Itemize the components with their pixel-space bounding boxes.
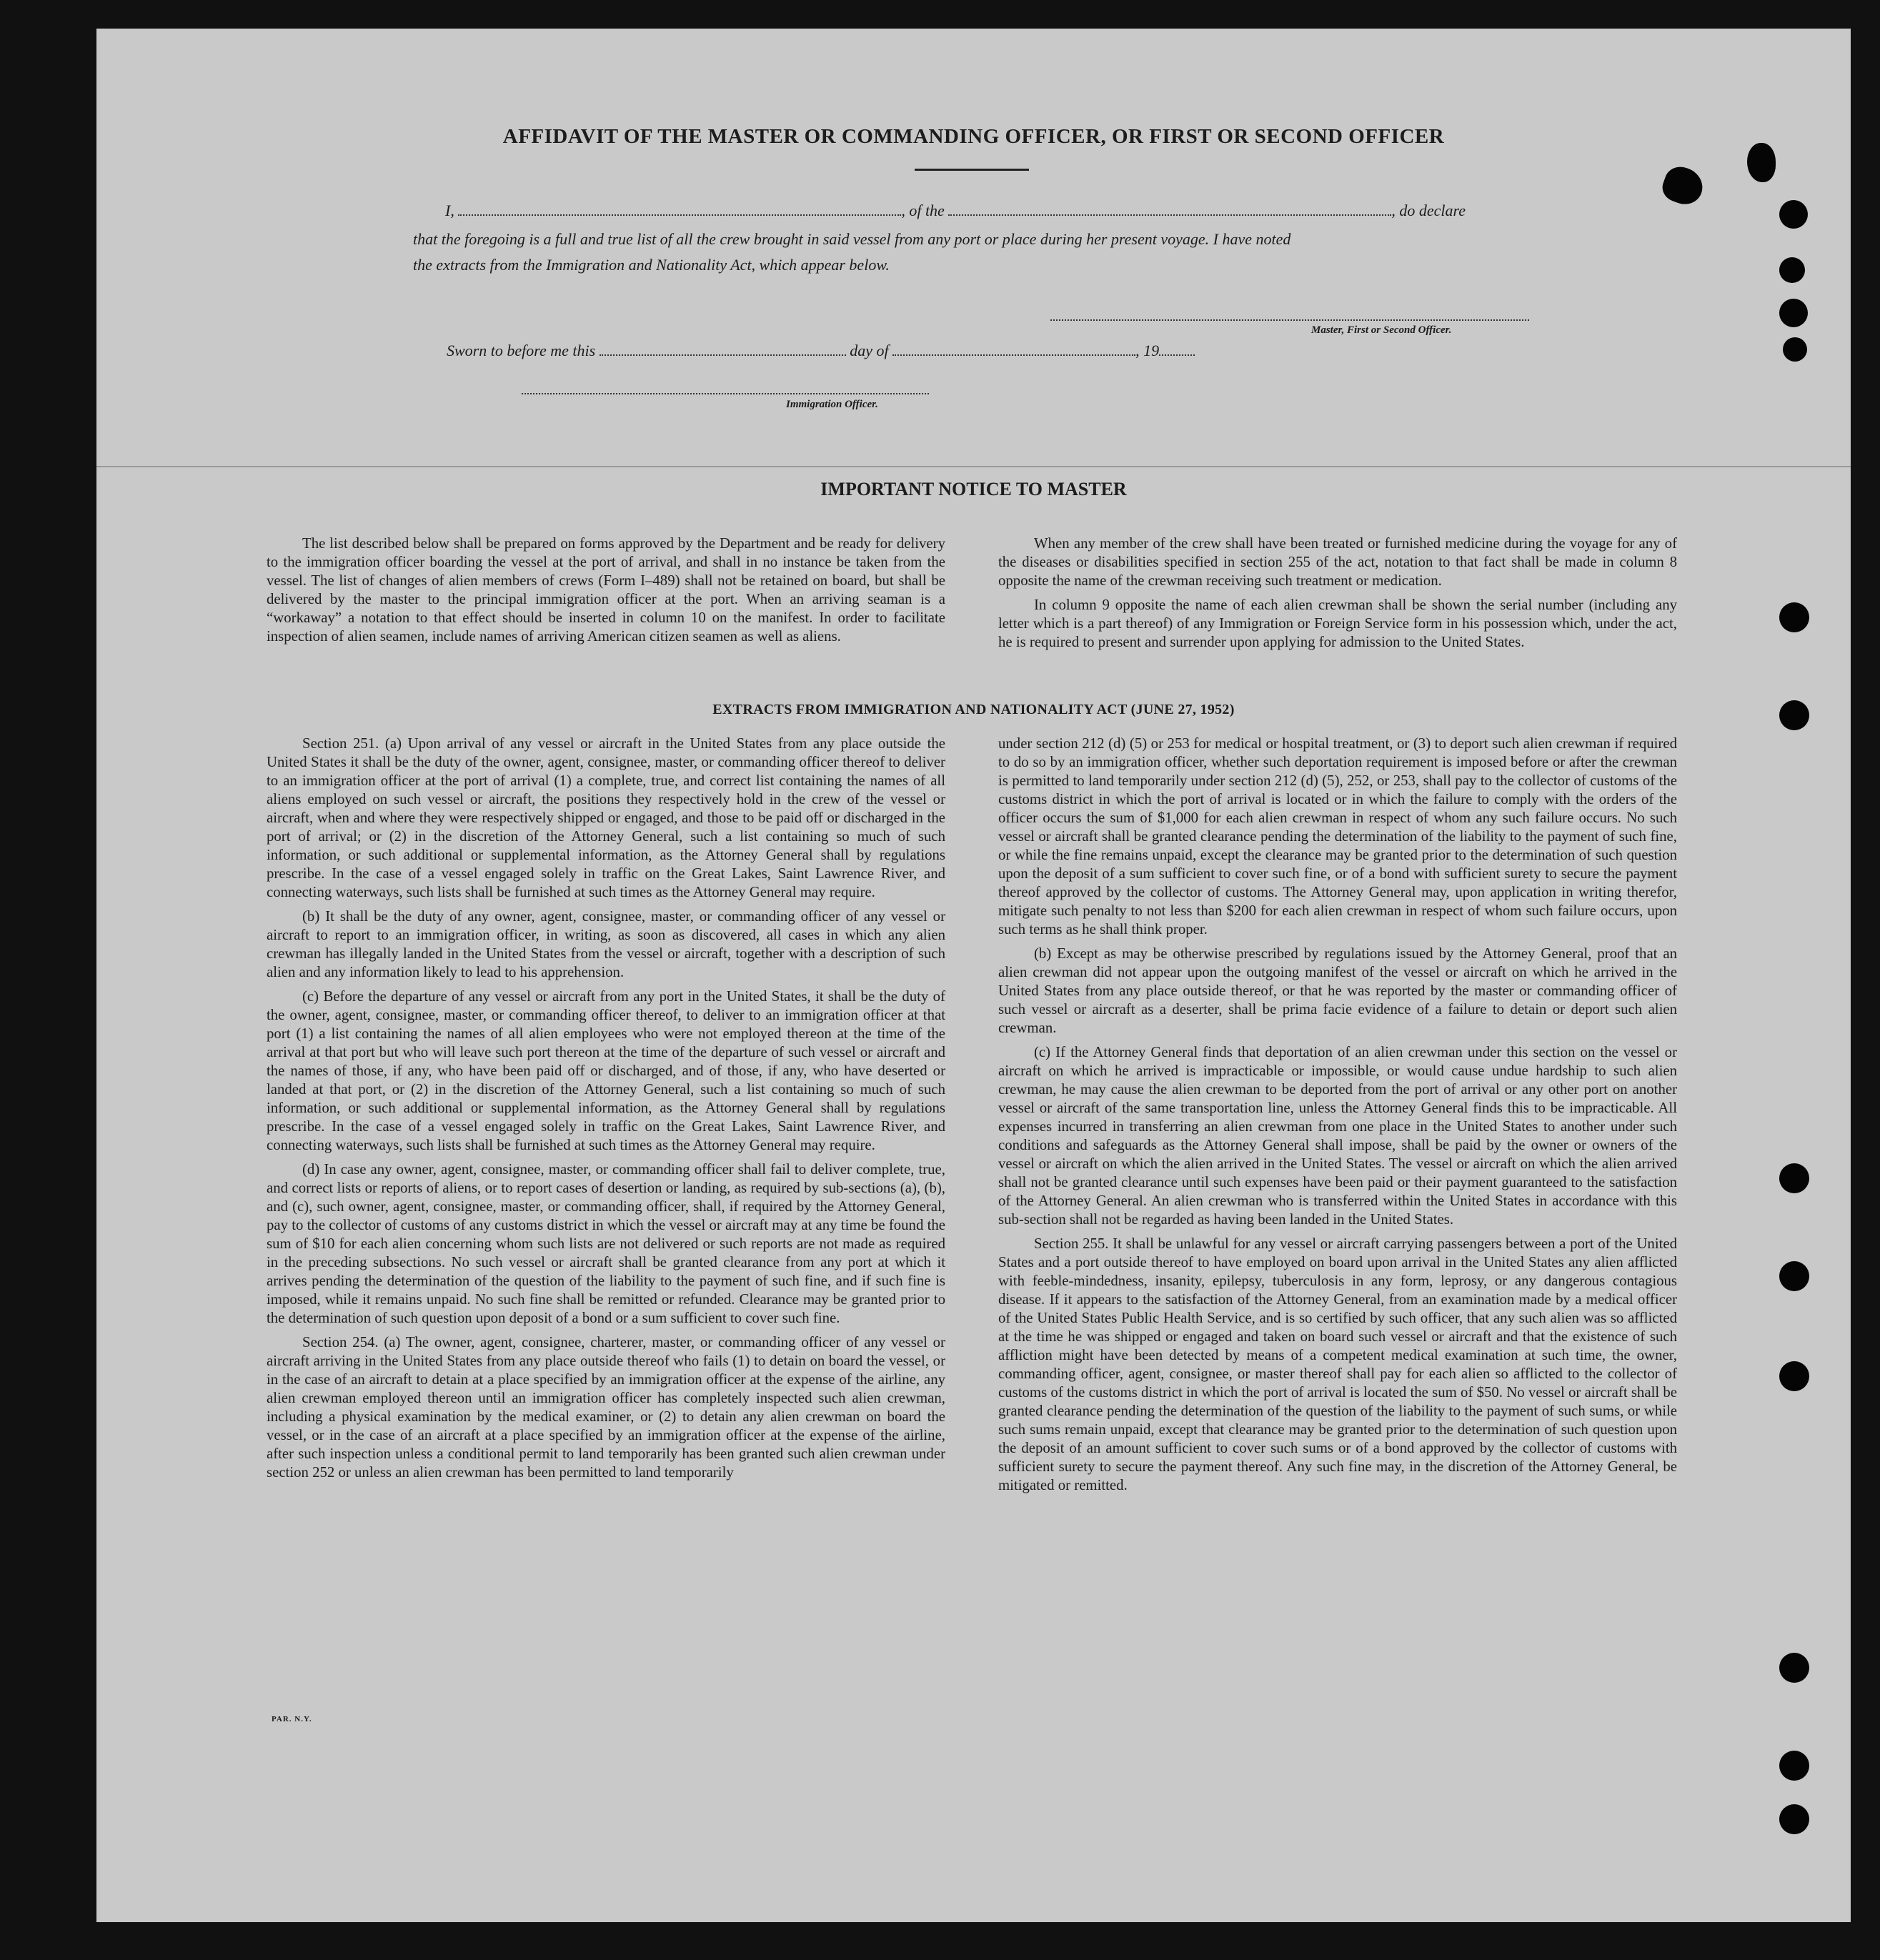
ink-blot-mark [1747, 143, 1776, 182]
sworn-year-blank[interactable] [1159, 354, 1195, 356]
punch-hole [1779, 257, 1805, 283]
notice-left-column [267, 534, 945, 652]
day-of-text: day of [850, 342, 889, 359]
extract-right-paragraph: Section 255. It shall be unlawful for any vessel or aircraft carrying passengers between a port of the United States and a port outside thereof to have employed on board upon arrival in the United States any alien afflicted with feeble-mindedness, insanity, epilepsy, tuberculosis in any form, leprosy, or any dangerous contagious disease. If it appears to the satisfaction of the Attorney General, from an examination made by a medical officer of the United States Public Health Service, and is so certified by such officer, that any such alien was so afflicted at the time he was shipped or engaged and taken on board such vessel or aircraft and that the existence of such affliction might have been detected by means of a competent medical examination at such time, the owner, commanding officer, agent, consignee, or master thereof shall pay for each alien so afflicted to the collector of customs of the customs district in which the port of arrival is located the sum of $50. No vessel or aircraft shall be granted clearance pending the determination of the question of the liability to the payment of such sums, or while such sums remain unpaid, except that clearance may be granted prior to the determination of such question upon the deposit of an amount sufficient to cover such sums or of a bond approved by the collector of customs with sufficient surety to secure the payment thereof. Any such fine may, in the discretion of the Attorney General, be mitigated or remitted. [998, 1235, 1677, 1493]
declaration-i: I, [445, 202, 454, 219]
punch-hole [1779, 1804, 1809, 1834]
notice-right-column [998, 534, 1677, 657]
affidavit-text-line2: that the foregoing is a full and true list of all the crew brought in said vessel from any port or place during her present voyage. I have noted [413, 230, 1291, 248]
do-declare-text: , do declare [1391, 202, 1466, 219]
punch-hole [1779, 700, 1809, 730]
punch-hole [1779, 1653, 1809, 1683]
document-page [96, 29, 1851, 1922]
notice-right-paragraph-1: When any member of the crew shall have been treated or furnished medicine during the voyage for any of the diseases or disabilities specified in section 255 of the act, notation to that fact shall be made in column 8 opposite the name of the crewman receiving such treatment or medication. [998, 535, 1677, 589]
master-signature-line[interactable] [1050, 319, 1529, 321]
officer-signature-line[interactable] [522, 393, 929, 394]
punch-hole [1779, 299, 1808, 327]
affidavit-text-line3: the extracts from the Immigration and Nationality Act, which appear below. [413, 256, 890, 274]
sworn-month-blank[interactable] [892, 354, 1135, 356]
punch-hole [1779, 1261, 1809, 1291]
printer-mark: PAR. N.Y. [272, 1715, 312, 1723]
extract-left-paragraph: Section 254. (a) The owner, agent, consignee, charterer, master, or commanding officer of any vessel or aircraft arriving in the United States from any place outside thereof who fails (1) to detain on board the vessel, or in the case of an aircraft to detain at a place specified by an immigration officer at the expense of the airline, any alien crewman employed thereon until an immigration officer has completely inspected such alien crewman, including a physical examination by the medical examiner, or (2) to detain any alien crewman on board the vessel, or in the case of an aircraft at a place specified by an immigration officer at the expense of the airline, after such inspection unless a conditional permit to land temporarily has been granted such alien crewman under section 252 or unless an alien crewman has been permitted to land temporarily [267, 1334, 945, 1481]
vessel-blank[interactable] [948, 214, 1391, 216]
name-blank[interactable] [458, 214, 901, 216]
punch-hole [1779, 200, 1808, 229]
extract-right-paragraph: (c) If the Attorney General finds that deportation of an alien crewman under this section on the vessel or aircraft on which he arrived is impracticable or impossible, or would cause undue hardship to such alien crewman, he may cause the alien crewman to be deported from the port of arrival or any other port on another vessel or aircraft of the same transportation line, unless the Attorney General finds this to be impracticable. All expenses incurred in transferring an alien crewman from one place in the United States to another under such conditions and safeguards as the Attorney General shall impose, shall be paid by the owner or owners of the vessel or aircraft on which the alien arrived in the United States. The vessel or aircraft on which the alien arrived shall not be granted clearance until such expenses have been paid or their payment guaranteed to the satisfaction of the Attorney General. An alien crewman who is transferred within the United States in accordance with this sub-section shall not be regarded as having been landed in the United States. [998, 1044, 1677, 1228]
punch-hole [1779, 1163, 1809, 1193]
punch-hole [1779, 1751, 1809, 1781]
notice-right-paragraph-2: In column 9 opposite the name of each alien crewman shall be shown the serial number (including any letter which is a part thereof) of any Immigration or Foreign Service form in his possession which, under the act, he is required to present and surrender upon applying for admission to the United States. [998, 597, 1677, 650]
notice-title: IMPORTANT NOTICE TO MASTER [820, 479, 1127, 499]
affidavit-declaration-line [445, 202, 1660, 220]
extract-left-paragraph: (b) It shall be the duty of any owner, agent, consignee, master, or commanding officer of any vessel or aircraft to report to an immigration officer, in writing, as soon as discovered, all cases in which any alien crewman has illegally landed in the United States from the vessel or aircraft, together with a description of such alien and any information likely to lead to his apprehension. [267, 908, 945, 980]
punch-hole [1783, 337, 1807, 362]
year-text: , 19 [1135, 342, 1160, 359]
master-signature-label: Master, First or Second Officer. [1311, 324, 1452, 336]
title-rule [915, 169, 1029, 171]
affidavit-title: AFFIDAVIT OF THE MASTER OR COMMANDING OFFICER, OR FIRST OR SECOND OFFICER [502, 125, 1445, 148]
extract-left-paragraph: Section 251. (a) Upon arrival of any vessel or aircraft in the United States from any place outside the United States it shall be the duty of the owner, agent, consignee, master, or commanding officer thereof to deliver to an immigration officer at the port of arrival (1) a complete, true, and correct list containing the names of all aliens employed on such vessel or aircraft, the positions they respectively hold in the crew of the vessel or aircraft, when and where they were respectively shipped or engaged, and those to be paid off or discharged in the port of arrival; or (2) in the discretion of the Attorney General, such a list containing so much of such information, or such additional or supplemental information, as the Attorney General shall by regulations prescribe. In the case of a vessel engaged solely in traffic on the Great Lakes, Saint Lawrence River, and connecting waterways, such lists shall be furnished at such times as the Attorney General may require. [267, 735, 945, 900]
extract-left-paragraph: (c) Before the departure of any vessel or aircraft from any port in the United States, it shall be the duty of the owner, agent, consignee, master, or commanding officer thereof, to deliver to an immigration officer at that port (1) a list containing the names of all alien employees who were not employed thereon at the time of the arrival at that port but who will leave such port thereon at the time of the departure of such vessel or aircraft and the names of those, if any, who have been paid off or discharged, and of those, if any, who have deserted or landed at that port, or (2) in the discretion of the Attorney General, such a list containing so much of such information, or such additional or supplemental information, as the Attorney General shall by regulations prescribe. In the case of a vessel engaged solely in traffic on the Great Lakes, Saint Lawrence River, and connecting waterways, such lists shall be furnished at such times as the Attorney General may require. [267, 988, 945, 1153]
of-the-text: , of the [901, 202, 945, 219]
extracts-left-column [267, 735, 945, 1488]
extract-right-paragraph: (b) Except as may be otherwise prescribed by regulations issued by the Attorney General, proof that an alien crewman did not appear upon the outgoing manifest of the vessel or aircraft on which he arrived in the United States from any place outside thereof, or that he was reported by the master or commanding officer of such vessel or aircraft as a deserter, shall be prima facie evidence of a failure to detain or deport such alien crewman. [998, 945, 1677, 1036]
extracts-right-column [998, 735, 1677, 1501]
punch-hole [1779, 1361, 1809, 1391]
extracts-title: EXTRACTS FROM IMMIGRATION AND NATIONALITY ACT (JUNE 27, 1952) [712, 702, 1235, 717]
ink-blot-mark [1658, 162, 1708, 209]
notice-left-paragraph: The list described below shall be prepared on forms approved by the Department and be ready for delivery to the immigration officer boarding the vessel at the port of arrival, and shall in no instance be taken from the vessel. The list of changes of alien members of crews (Form I–489) shall not be retained on board, but shall be delivered by the master to the principal immigration officer at the port. When an arriving seaman is a “workaway” a notation to that effect should be inserted in column 10 on the manifest. In order to facilitate inspection of alien seamen, include names of arriving American citizen seamen as well as aliens. [267, 535, 945, 645]
sworn-text: Sworn to before me this [447, 342, 596, 359]
sworn-line [447, 342, 1376, 360]
sworn-day-blank[interactable] [600, 354, 846, 356]
officer-signature-label: Immigration Officer. [786, 399, 878, 410]
punch-hole [1779, 602, 1809, 632]
extract-left-paragraph: (d) In case any owner, agent, consignee, master, or commanding officer shall fail to deliver complete, true, and correct lists or reports of aliens, or to report cases of desertion or landing, as required by sub-sections (a), (b), and (c), such owner, agent, consignee, master, or commanding officer, shall, if required by the Attorney General, pay to the collector of customs of any customs district in which the vessel or aircraft may at any time be found the sum of $10 for each alien concerning whom such lists are not delivered or such reports are not made as required in the preceding subsections. No such vessel or aircraft shall be granted clearance from any port at which it arrives pending the determination of the question of the liability to the payment of such fine, and if such fine is imposed, while it remains unpaid. No such fine shall be remitted or refunded. Clearance may be granted prior to the determination of such question upon deposit of a bond or a sum sufficient to cover such fine. [267, 1161, 945, 1326]
section-divider [96, 466, 1851, 467]
extract-right-paragraph: under section 212 (d) (5) or 253 for medical or hospital treatment, or (3) to deport such alien crewman if required to do so by an immigration officer, whether such deportation requirement is imposed before or after the crewman is permitted to land temporarily under section 212 (d) (5), 252, or 253, shall pay to the collector of customs of the customs district in which the port of arrival is located or in which the failure to comply with the orders of the officer occurs the sum of $1,000 for each alien crewman in respect of whom any such failure occurs. No such vessel or aircraft shall be granted clearance pending the determination of the liability to the payment of such fine, or while the fine remains unpaid, except the clearance may be granted prior to the determination of such question upon the deposit of a sum sufficient to cover such fine, or of a bond with sufficient surety to secure the payment thereof approved by the collector of customs. The Attorney General may, upon application in writing therefor, mitigate such penalty to not less than $200 for each alien crewman in respect of whom such failure occurs, upon such terms as he shall think proper. [998, 735, 1677, 937]
